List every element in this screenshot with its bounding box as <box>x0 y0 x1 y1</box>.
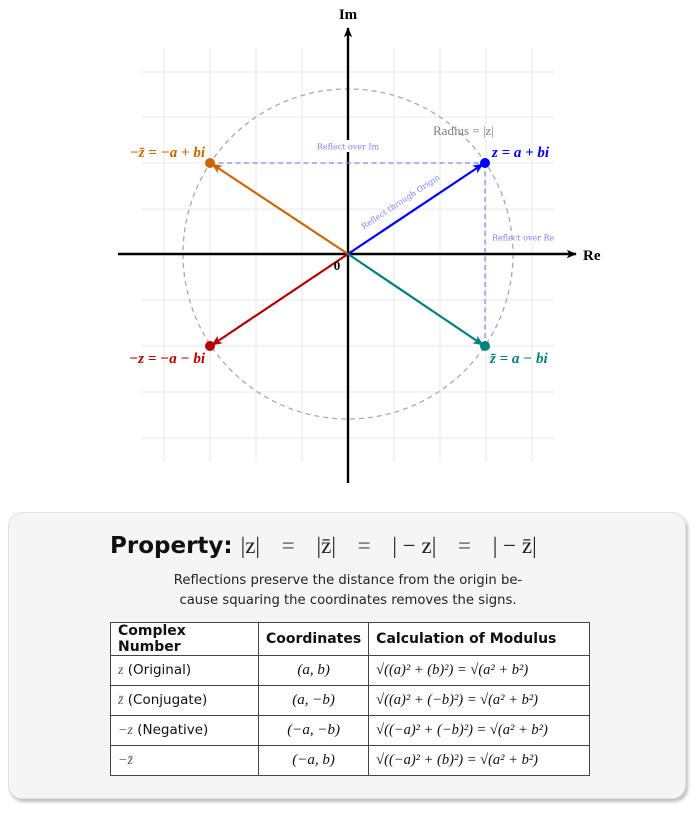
term-conj: |z̄| <box>316 533 336 558</box>
property-statement <box>110 533 537 567</box>
header-calculation: Calculation of Modulus <box>369 623 590 656</box>
property-card <box>8 512 686 799</box>
term-neg: | − z| <box>392 533 437 558</box>
table-row: −z̄ (−a, b) √((−a)² + (b)²) = √(a² + b²) <box>111 746 590 776</box>
header-complex-number: Complex Number <box>111 623 259 656</box>
table-row: −z (Negative) (−a, −b) √((−a)² + (−b)²) = √(a² + b²) <box>111 716 590 746</box>
imaginary-axis-label: Im <box>338 7 358 23</box>
property-description: Reflections preserve the distance from the origin be- cause squaring the coordinates removes the signs. <box>173 573 523 608</box>
real-axis-label: Re <box>583 248 601 264</box>
modulus-table <box>110 622 590 776</box>
label-neg-conj: −z̄ = −a + bi <box>129 145 205 161</box>
term-neg-conj: | − z̄| <box>492 533 537 558</box>
term-z: |z| <box>240 533 261 558</box>
point-conj <box>480 341 490 351</box>
point-neg-conj <box>205 158 215 168</box>
reflect-through-origin-label: Reflect through Origin <box>359 172 442 232</box>
label-conj: z̄ = a − bi <box>490 351 548 367</box>
point-z <box>480 158 490 168</box>
property-equation: |z| = |z̄| = | − z| = | − z̄| <box>240 533 537 558</box>
label-neg: −z = −a − bi <box>129 351 205 367</box>
label-z: z = a + bi <box>492 145 550 161</box>
point-neg <box>205 341 215 351</box>
table-row: z̄ (Conjugate) (a, −b) √((a)² + (−b)²) = √(a² + b²) <box>111 686 590 716</box>
reflect-over-re-label: Reflect over Re <box>492 233 555 243</box>
header-coordinates: Coordinates <box>259 623 369 656</box>
origin-label: 0 <box>333 258 341 273</box>
reflect-over-im-label: Reflect over Im <box>316 142 380 152</box>
table-row: z (Original) (a, b) √((a)² + (b)²) = √(a² + b²) <box>111 656 590 686</box>
radius-label: Radius = |z| <box>433 123 494 138</box>
property-label: Property: <box>110 533 233 559</box>
table-header-row <box>111 623 590 656</box>
